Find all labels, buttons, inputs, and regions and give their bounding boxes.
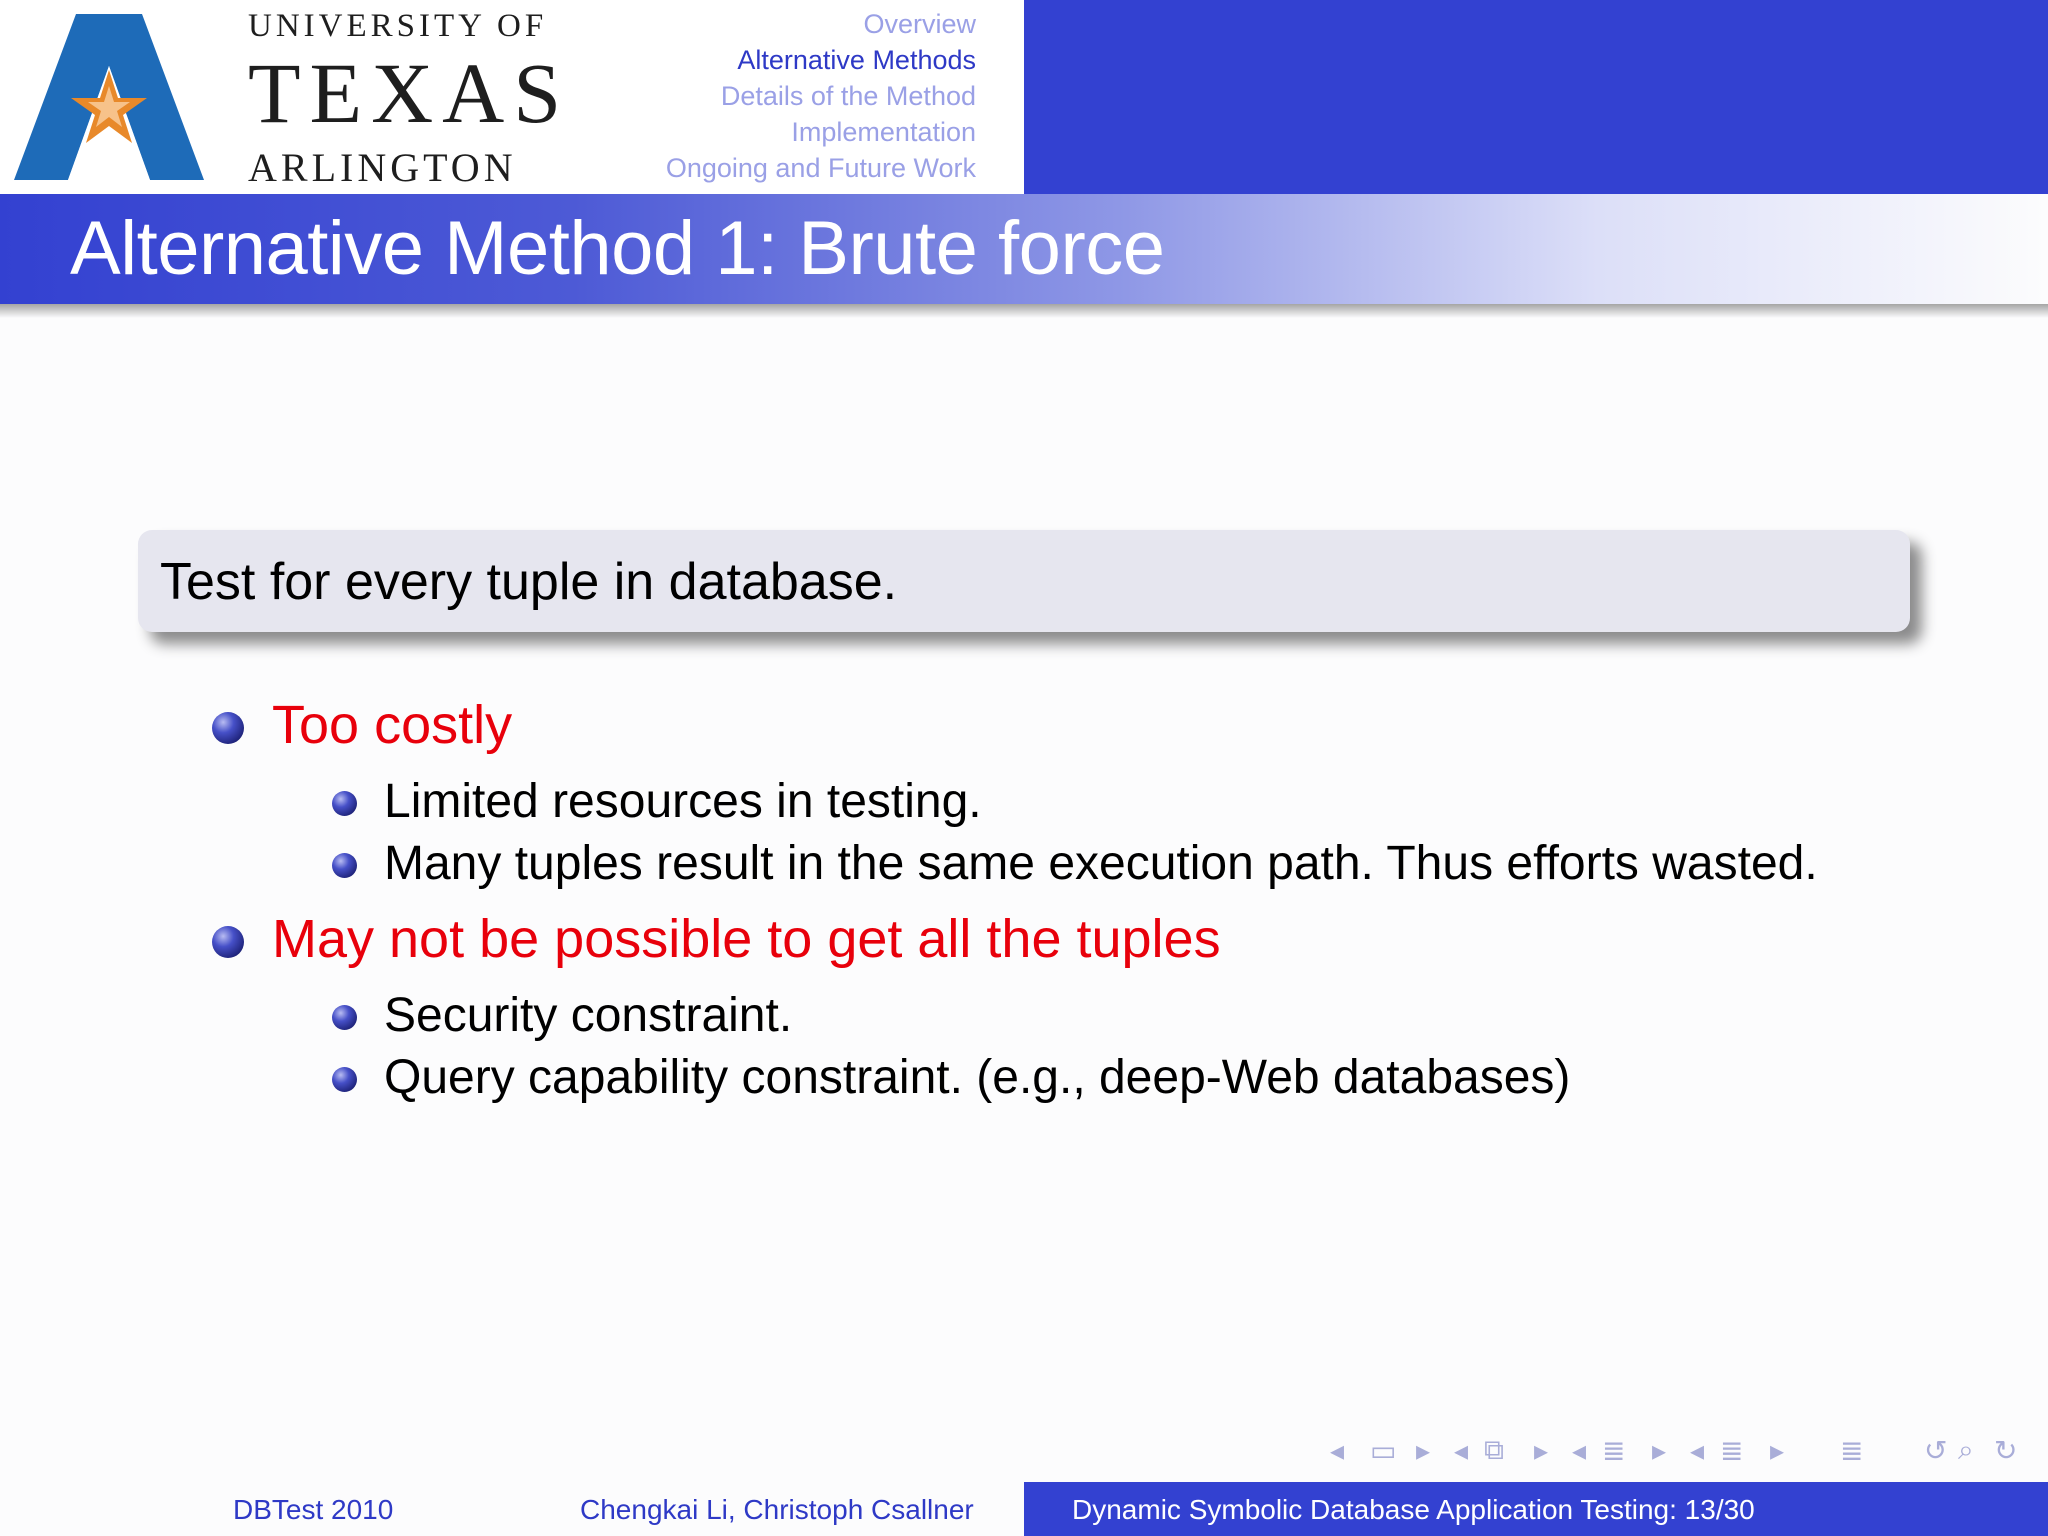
arrow-left-icon[interactable]: ◂: [1572, 1435, 1587, 1466]
slide-title: Alternative Method 1: Brute force: [70, 206, 1165, 291]
arrow-right-icon[interactable]: ▸: [1652, 1435, 1667, 1466]
logo-university-of: UNIVERSITY OF: [248, 8, 548, 44]
subsection-icon[interactable]: ⧉: [1484, 1434, 1504, 1465]
nav-item-implementation[interactable]: Implementation: [791, 117, 976, 147]
nav-item-alternative-methods[interactable]: Alternative Methods: [737, 45, 976, 75]
arrow-left-icon[interactable]: ◂: [1690, 1435, 1705, 1466]
search-icon[interactable]: ⌕: [1958, 1434, 1974, 1465]
undo-icon[interactable]: ↺: [1924, 1435, 1948, 1466]
redo-icon[interactable]: ↻: [1994, 1435, 2018, 1466]
footer-authors: Chengkai Li, Christoph Csallner: [580, 1494, 974, 1525]
frame-icon[interactable]: ▭: [1370, 1435, 1397, 1466]
arrow-left-icon[interactable]: ◂: [1330, 1435, 1345, 1466]
arrow-right-icon[interactable]: ▸: [1416, 1435, 1431, 1466]
sub-bullet: Security constraint.: [384, 989, 793, 1042]
nav-item-future-work[interactable]: Ongoing and Future Work: [665, 153, 976, 183]
sub-bullet: Limited resources in testing.: [384, 775, 982, 828]
bullet-ball-icon: [212, 926, 244, 958]
bullet-not-possible: May not be possible to get all the tuples: [272, 909, 1221, 969]
logo-texas: TEXAS: [248, 45, 571, 141]
footer-title-page: Dynamic Symbolic Database Application Testing: 13/30: [1072, 1494, 1755, 1525]
nav-item-overview[interactable]: Overview: [863, 9, 976, 39]
bullet-too-costly: Too costly: [272, 695, 513, 755]
bullet-ball-icon: [332, 1005, 357, 1030]
bullet-ball-icon: [332, 791, 357, 816]
bullet-ball-icon: [332, 1067, 357, 1092]
bullet-ball-icon: [332, 853, 357, 878]
section-icon[interactable]: ≣: [1720, 1435, 1744, 1466]
arrow-right-icon[interactable]: ▸: [1534, 1435, 1549, 1466]
navigation-symbols: [1330, 1434, 2040, 1470]
bullet-ball-icon: [212, 712, 244, 744]
section-icon[interactable]: ≣: [1602, 1435, 1626, 1466]
logo-arlington: ARLINGTON: [248, 145, 517, 190]
sub-bullet: Many tuples result in the same execution path. Thus efforts wasted.: [384, 837, 1818, 890]
nav-item-details[interactable]: Details of the Method: [720, 81, 976, 111]
align-icon[interactable]: ≣: [1840, 1435, 1864, 1466]
block-text: Test for every tuple in database.: [160, 553, 898, 611]
footer-event: DBTest 2010: [233, 1494, 394, 1525]
sub-bullet: Query capability constraint. (e.g., deep-Web databases): [384, 1051, 1571, 1104]
arrow-left-icon[interactable]: ◂: [1454, 1435, 1469, 1466]
arrow-right-icon[interactable]: ▸: [1770, 1435, 1785, 1466]
